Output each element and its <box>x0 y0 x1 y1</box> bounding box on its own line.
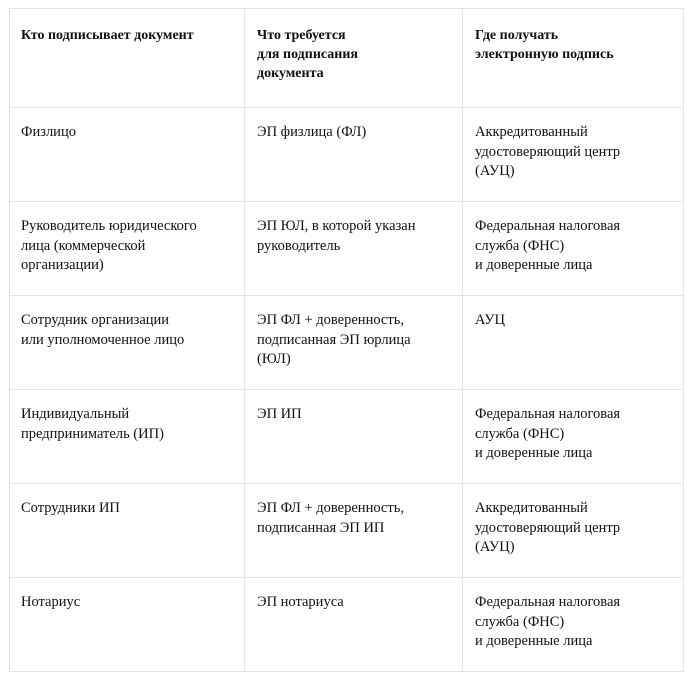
cell-where-to-get: Федеральная налоговая служба (ФНС) и доверенные лица <box>463 578 684 672</box>
signature-requirements-table <box>9 8 684 672</box>
cell-what-required: ЭП ЮЛ, в которой указан руководитель <box>245 202 463 296</box>
cell-where-to-get: Аккредитованный удостоверяющий центр (АУЦ) <box>463 484 684 578</box>
cell-where-to-get: Федеральная налоговая служба (ФНС) и доверенные лица <box>463 390 684 484</box>
table-row <box>10 484 684 578</box>
cell-who-signs: Сотрудники ИП <box>10 484 245 578</box>
cell-what-required: ЭП ФЛ + доверенность, подписанная ЭП ИП <box>245 484 463 578</box>
cell-where-to-get: Аккредитованный удостоверяющий центр (АУЦ) <box>463 108 684 202</box>
cell-where-to-get: АУЦ <box>463 296 684 390</box>
cell-what-required: ЭП ФЛ + доверенность, подписанная ЭП юрлица (ЮЛ) <box>245 296 463 390</box>
cell-who-signs: Индивидуальный предприниматель (ИП) <box>10 390 245 484</box>
cell-what-required: ЭП ИП <box>245 390 463 484</box>
table-row <box>10 578 684 672</box>
table-row <box>10 296 684 390</box>
table-header-row <box>10 9 684 108</box>
cell-who-signs: Нотариус <box>10 578 245 672</box>
table-row <box>10 108 684 202</box>
cell-who-signs: Руководитель юридического лица (коммерческой организации) <box>10 202 245 296</box>
cell-what-required: ЭП нотариуса <box>245 578 463 672</box>
cell-who-signs: Физлицо <box>10 108 245 202</box>
cell-what-required: ЭП физлица (ФЛ) <box>245 108 463 202</box>
cell-where-to-get: Федеральная налоговая служба (ФНС) и доверенные лица <box>463 202 684 296</box>
header-what-required: Что требуется для подписания документа <box>245 9 463 108</box>
table-row <box>10 202 684 296</box>
cell-who-signs: Сотрудник организации или уполномоченное лицо <box>10 296 245 390</box>
table-row <box>10 390 684 484</box>
header-who-signs: Кто подписывает документ <box>10 9 245 108</box>
header-where-to-get: Где получать электронную подпись <box>463 9 684 108</box>
